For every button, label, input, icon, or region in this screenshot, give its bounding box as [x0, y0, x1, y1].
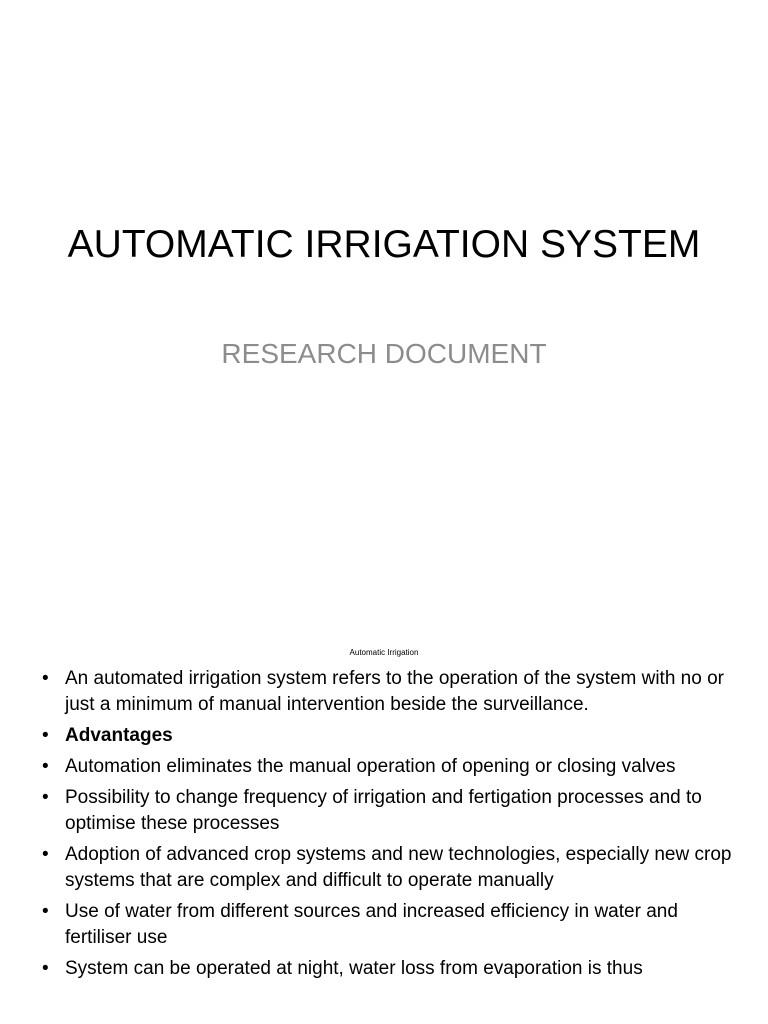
bullet-item-advantages	[42, 723, 732, 749]
bullet-icon: •	[42, 756, 49, 777]
bullet-item	[42, 956, 732, 982]
bullet-text: Possibility to change frequency of irrigation and fertigation processes and to optimise these processes	[65, 787, 702, 834]
bullet-icon: •	[42, 958, 49, 979]
bullet-text: Advantages	[65, 725, 173, 746]
slide-title: AUTOMATIC IRRIGATION SYSTEM	[67, 223, 701, 266]
bullet-text: Adoption of advanced crop systems and new technologies, especially new crop systems that are complex and difficult to operate manually	[65, 844, 732, 891]
bullet-text: An automated irrigation system refers to the operation of the system with no or just a minimum of manual intervention beside the surveillance.	[65, 668, 724, 715]
slide-heading: Automatic Irrigation	[349, 648, 419, 657]
slide-subtitle: RESEARCH DOCUMENT	[221, 338, 547, 369]
bullet-icon: •	[42, 668, 49, 689]
bullet-item	[42, 785, 732, 837]
bullet-item	[42, 842, 732, 894]
bullet-text: System can be operated at night, water loss from evaporation is thus	[65, 958, 643, 979]
bullet-text: Automation eliminates the manual operation of opening or closing valves	[65, 756, 676, 777]
bullet-icon: •	[42, 787, 49, 808]
content-slide	[0, 620, 768, 1024]
bullet-list	[42, 666, 732, 987]
bullet-item	[42, 899, 732, 951]
bullet-icon: •	[42, 901, 49, 922]
bullet-item	[42, 666, 732, 718]
bullet-item	[42, 754, 732, 780]
bullet-icon: •	[42, 844, 49, 865]
bullet-icon: •	[42, 725, 49, 746]
bullet-text: Use of water from different sources and increased efficiency in water and fertiliser use	[65, 901, 678, 948]
